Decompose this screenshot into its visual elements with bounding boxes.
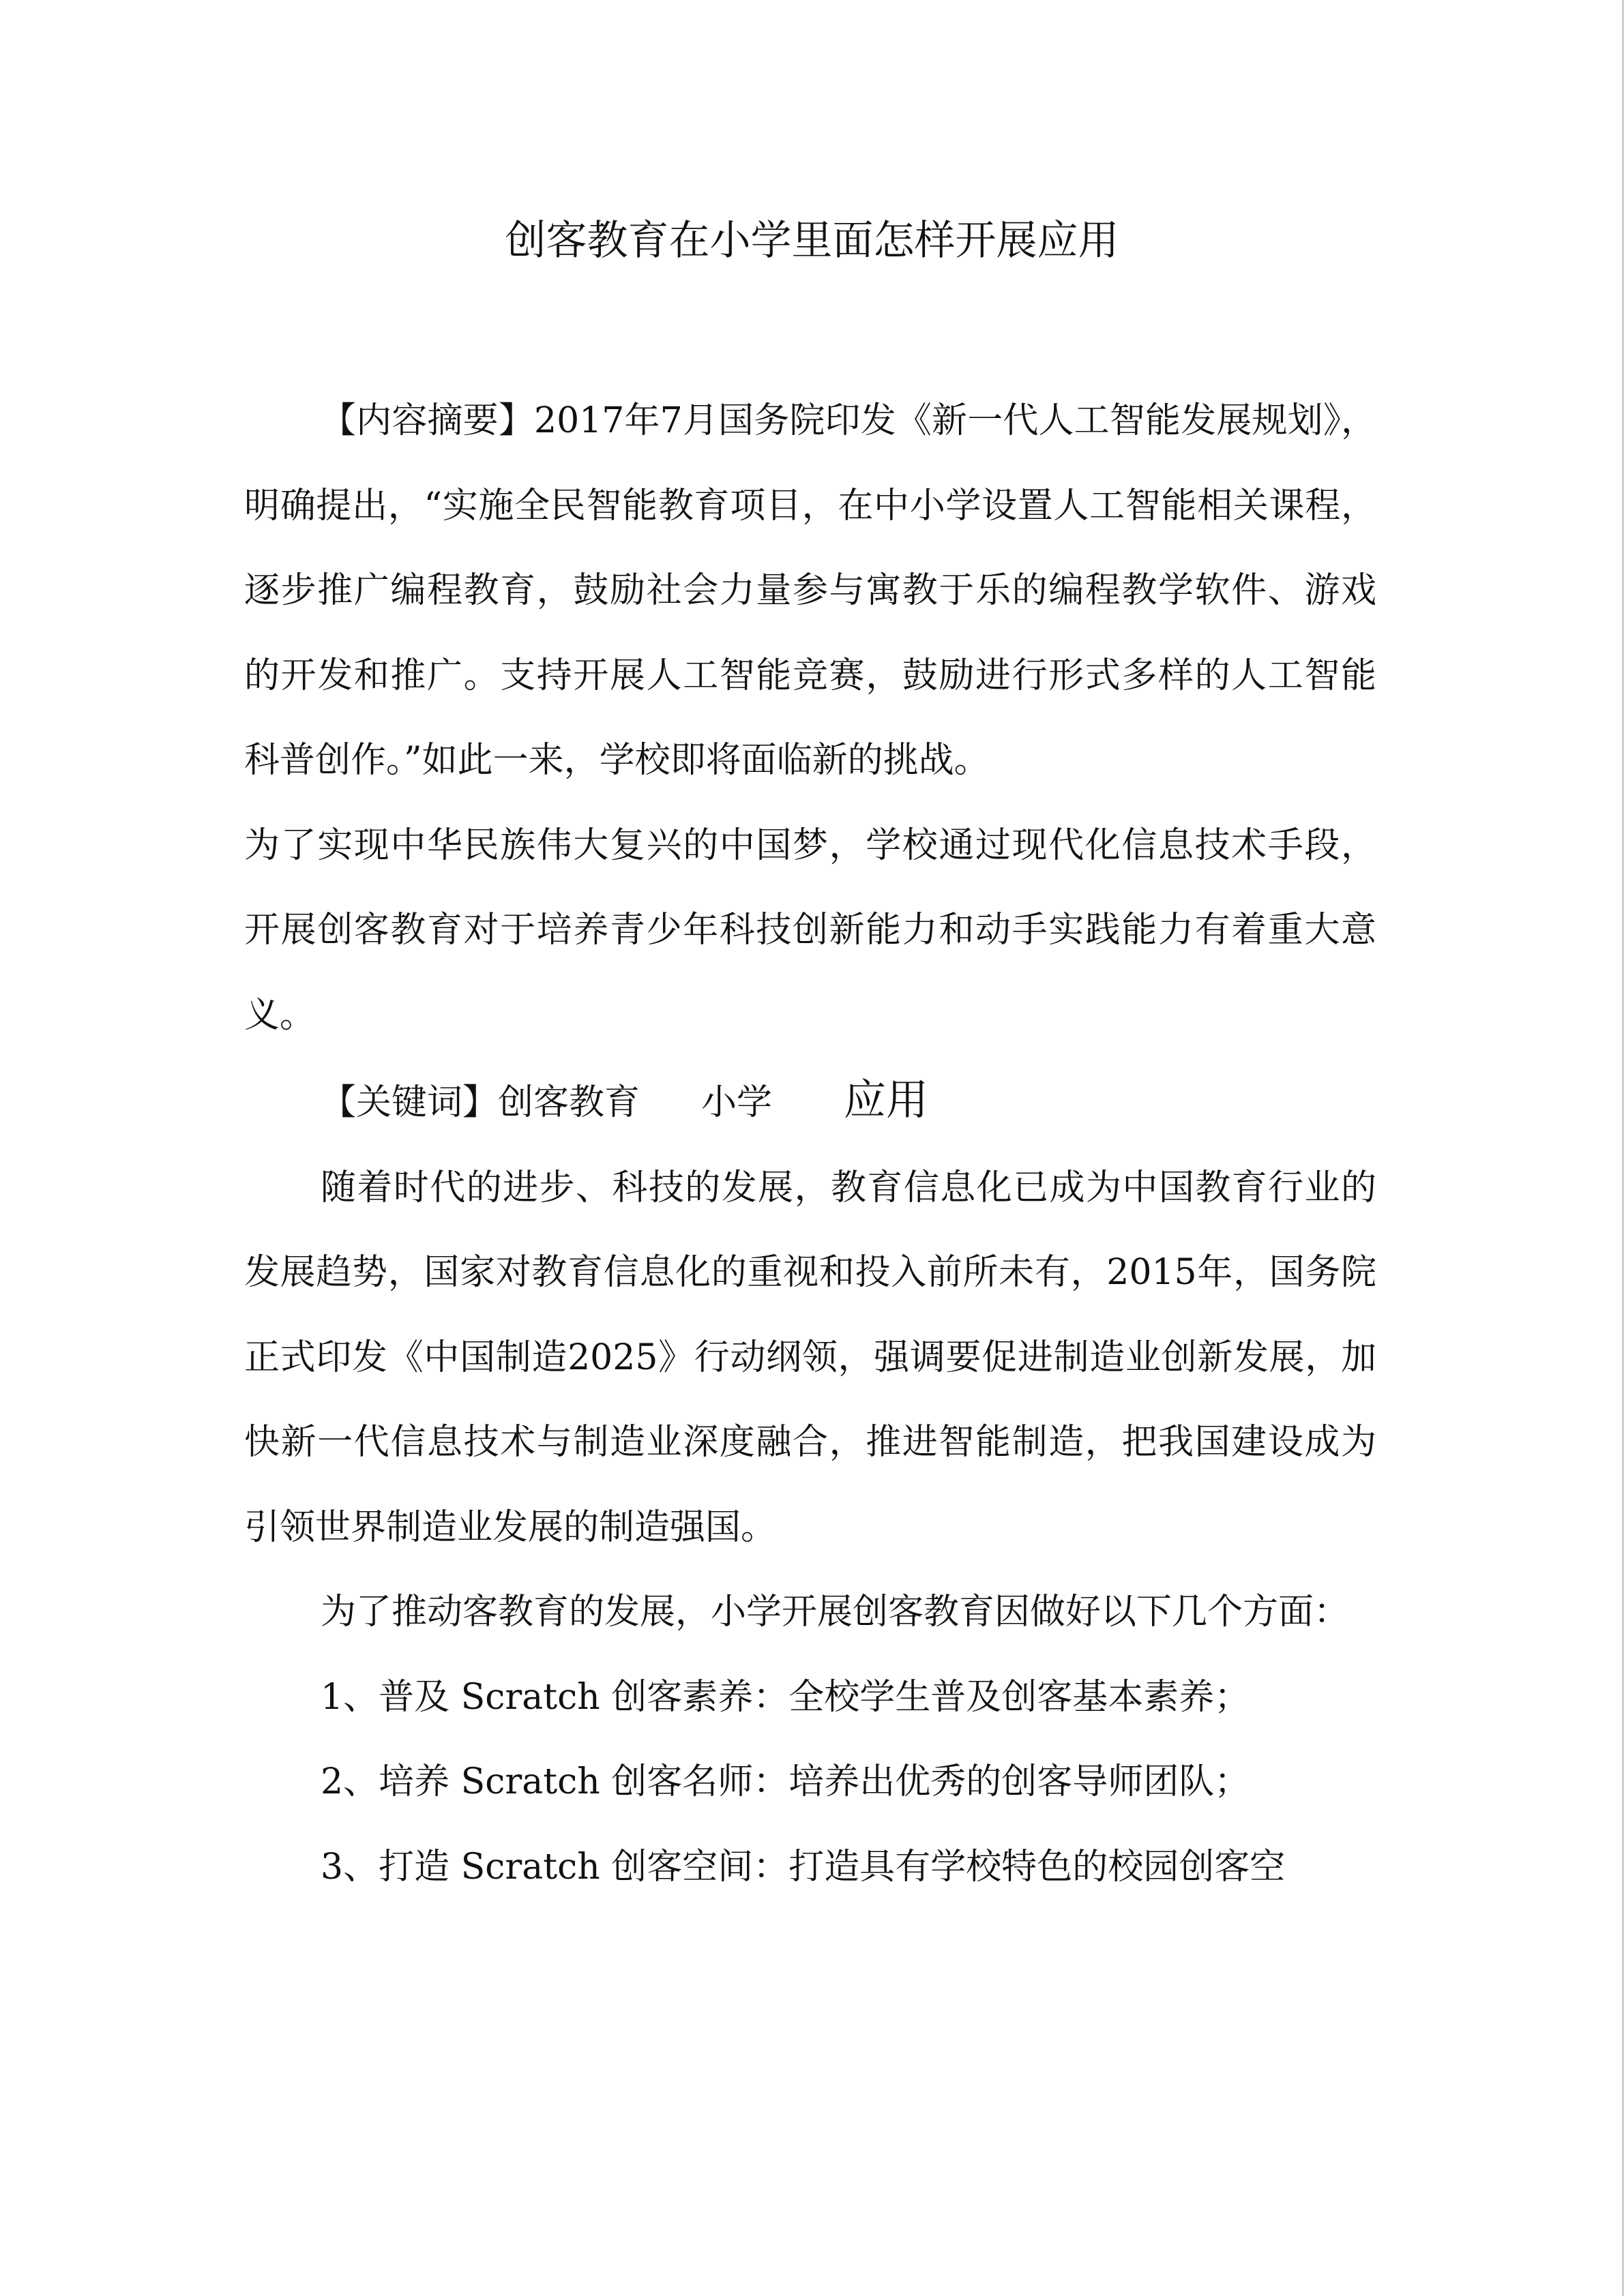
list-item: 3、打造 Scratch 创客空间：打造具有学校特色的校园创客空 — [321, 1846, 1286, 1888]
document-title: 创客教育在小学里面怎样开展应用 — [505, 217, 1119, 265]
abstract-text: 2017年7月国务院印发《新一代人工智能发展规划》，明确提出，“实施全民智能教育项目，在中小学设置人工智能相关课程，逐步推广编程教育，鼓励社会力量参与寓教于乐的编程教学软件、游戏的开发和推广。支持开展人工智能竞赛，鼓励进行形式多样的人工智能科普创作。”如此一来，学校即将面临新的挑战。 — [244, 400, 1376, 781]
keyword-item: 创客教育 — [498, 1082, 640, 1123]
keywords-label: 【关键词】 — [321, 1082, 499, 1123]
keywords-line — [244, 1058, 1376, 1146]
aspects-paragraph: 为了推动客教育的发展，小学开展创客教育因做好以下几个方面： — [321, 1592, 1350, 1632]
keyword-item: 应用 — [844, 1075, 929, 1124]
document-body — [244, 378, 1376, 1909]
list-item: 1、普及 Scratch 创客素养：全校学生普及创客基本素养； — [321, 1676, 1250, 1718]
list-item: 2、培养 Scratch 创客名师：培养出优秀的创客导师团队； — [321, 1761, 1250, 1802]
development-paragraph: 随着时代的进步、科技的发展，教育信息化已成为中国教育行业的发展趋势，国家对教育信息化的重视和投入前所未有，2015年，国务院正式印发《中国制造2025》行动纲领，强调要促进制造业创新发展，加快新一代信息技术与制造业深度融合，推进智能制造，把我国建设成为引领世界制造业发展的制造强国。 — [244, 1167, 1376, 1548]
abstract-label: 【内容摘要】 — [321, 400, 534, 441]
abstract-paragraph — [244, 378, 1376, 803]
dream-paragraph: 为了实现中华民族伟大复兴的中国梦，学校通过现代化信息技术手段，开展创客教育对于培养青少年科技创新能力和动手实践能力有着重大意义。 — [244, 824, 1376, 1036]
keyword-item: 小学 — [701, 1082, 773, 1123]
